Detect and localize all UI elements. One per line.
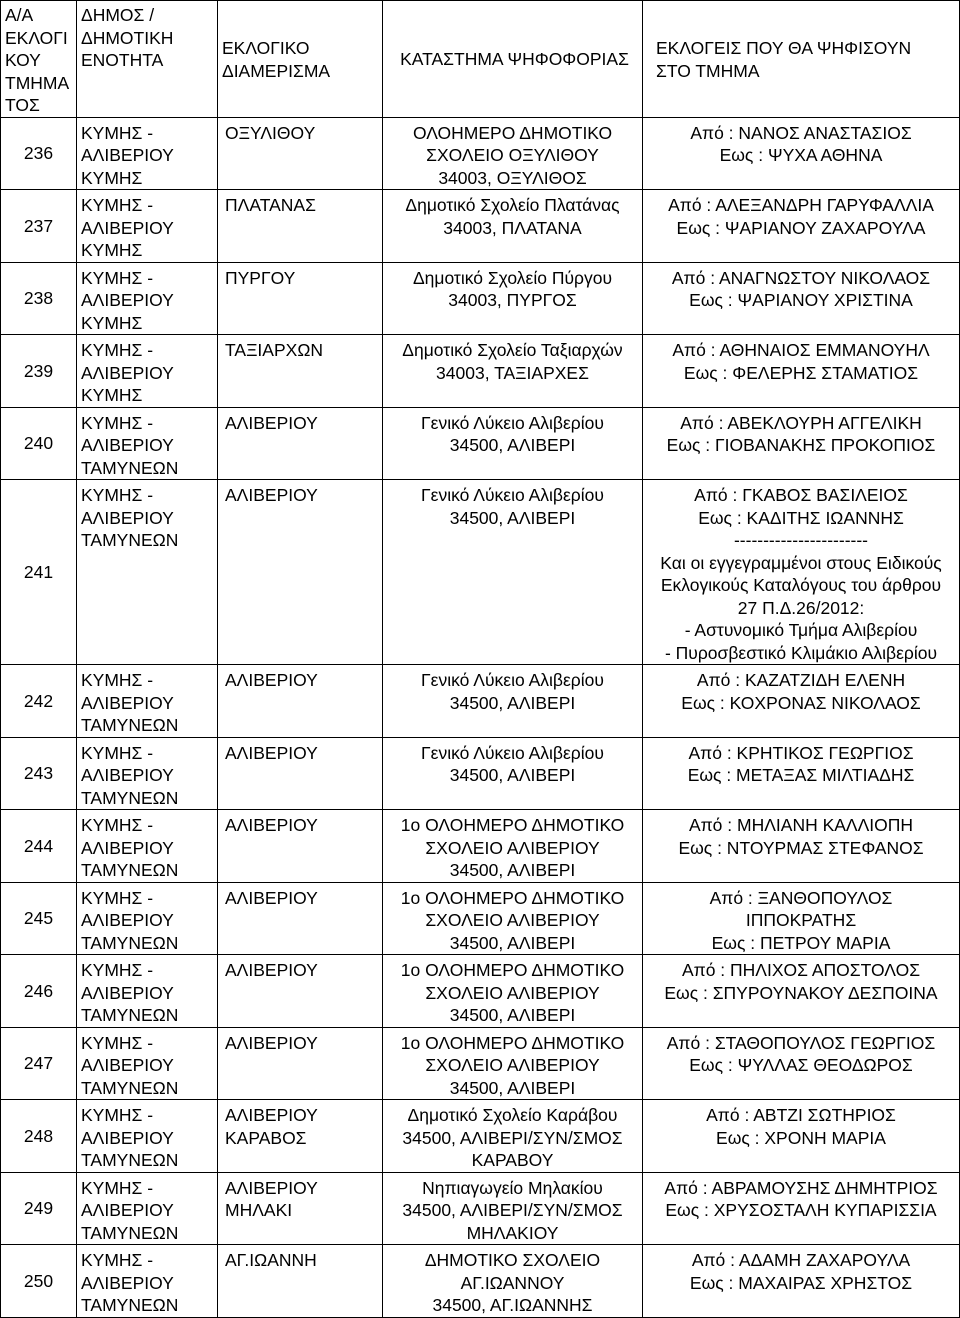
district-cell-line: ΑΛΙΒΕΡΙΟΥ [225, 742, 318, 763]
municipality-cell [77, 190, 218, 263]
table-row [1, 407, 960, 480]
voters-cell [643, 190, 960, 263]
district-cell [218, 190, 383, 263]
venue-cell-line: 34500, ΑΛΙΒΕΡΙ [449, 860, 576, 880]
section-number: 238 [1, 262, 77, 335]
municipality-cell-line: ΚΥΜΗΣ [81, 167, 143, 188]
district-cell-line: ΑΛΙΒΕΡΙΟΥ [225, 1105, 318, 1125]
venue-cell [383, 955, 643, 1028]
district-cell [218, 117, 383, 190]
district-cell-line: ΜΗΛΑΚΙ [225, 1200, 293, 1220]
district-cell-line: ΑΛΙΒΕΡΙΟΥ [225, 412, 318, 433]
header-municipality [77, 1, 218, 118]
district-cell-line: ΑΛΙΒΕΡΙΟΥ [225, 815, 318, 835]
venue-cell-line: Γενικό Λύκειο Αλιβερίου [421, 412, 604, 433]
municipality-cell [77, 1027, 218, 1100]
header-line: ΤΜΗΜΑ [5, 72, 70, 93]
table-row [1, 262, 960, 335]
venue-cell-line: 34500, ΑΛΙΒΕΡΙ/ΣΥΝ/ΣΜΟΣ [402, 1127, 623, 1148]
venue-cell-line: 34500, ΑΛΙΒΕΡΙ [449, 765, 576, 785]
voters-cell-line: ΙΠΠΟΚΡΑΤΗΣ [745, 910, 857, 930]
district-cell [218, 480, 383, 665]
section-number: 248 [1, 1100, 77, 1173]
district-cell-line: ΑΛΙΒΕΡΙΟΥ [225, 960, 318, 980]
venue-cell-line: Γενικό Λύκειο Αλιβερίου [421, 742, 604, 763]
table-row [1, 882, 960, 955]
venue-cell-line: 34500, ΑΛΙΒΕΡΙ/ΣΥΝ/ΣΜΟΣ [402, 1200, 623, 1220]
venue-cell [383, 480, 643, 665]
voters-cell [643, 810, 960, 883]
district-cell-line: ΠΥΡΓΟΥ [225, 267, 296, 288]
district-cell [218, 262, 383, 335]
municipality-cell-line: ΑΛΙΒΕΡΙΟΥ [81, 362, 174, 383]
municipality-cell [77, 737, 218, 810]
municipality-cell-line: ΚΥΜΗΣ - [81, 122, 154, 143]
district-cell-line: ΑΛΙΒΕΡΙΟΥ [225, 670, 318, 690]
venue-cell [383, 1172, 643, 1245]
municipality-cell-line: ΚΥΜΗΣ - [81, 887, 154, 908]
voters-cell-line: - Αστυνομικό Τμήμα Αλιβερίου [684, 620, 918, 640]
municipality-cell [77, 407, 218, 480]
venue-cell [383, 882, 643, 955]
venue-cell-line: ΚΑΡΑΒΟΥ [471, 1150, 554, 1170]
venue-cell [383, 810, 643, 883]
venue-cell-line: 34003, ΠΥΡΓΟΣ [448, 290, 577, 310]
section-number: 245 [1, 882, 77, 955]
voters-cell [643, 955, 960, 1028]
section-number: 249 [1, 1172, 77, 1245]
district-cell [218, 810, 383, 883]
header-line: ΔΗΜΟΤΙΚΗ [81, 27, 174, 48]
table-row [1, 1172, 960, 1245]
venue-cell-line: 34500, ΑΛΙΒΕΡΙ [449, 1005, 576, 1025]
municipality-cell-line: ΤΑΜΥΝΕΩΝ [81, 860, 179, 880]
voters-cell-line: Εως : ΦΕΛΕΡΗΣ ΣΤΑΜΑΤΙΟΣ [683, 362, 919, 383]
venue-cell [383, 1027, 643, 1100]
venue-cell [383, 190, 643, 263]
district-cell [218, 882, 383, 955]
municipality-cell-line: ΑΛΙΒΕΡΙΟΥ [81, 507, 174, 528]
municipality-cell-line: ΤΑΜΥΝΕΩΝ [81, 1222, 179, 1243]
voters-cell [643, 1100, 960, 1173]
district-cell-line: ΑΛΙΒΕΡΙΟΥ [225, 1177, 318, 1198]
venue-cell-line: ΔΗΜΟΤΙΚΟ ΣΧΟΛΕΙΟ [424, 1250, 601, 1270]
municipality-cell-line: ΑΛΙΒΕΡΙΟΥ [81, 910, 174, 930]
header-line: ΕΚΛΟΓΙΚΟ [222, 38, 310, 58]
municipality-cell-line: ΚΥΜΗΣ - [81, 412, 154, 433]
venue-cell [383, 1245, 643, 1318]
table-row [1, 665, 960, 738]
section-number: 236 [1, 117, 77, 190]
voters-cell-line: Από : ΑΘΗΝΑΙΟΣ ΕΜΜΑΝΟΥΗΛ [672, 340, 930, 360]
municipality-cell-line: ΑΛΙΒΕΡΙΟΥ [81, 1272, 174, 1293]
municipality-cell-line: ΑΛΙΒΕΡΙΟΥ [81, 435, 174, 455]
voters-cell [643, 1172, 960, 1245]
municipality-cell-line: ΑΛΙΒΕΡΙΟΥ [81, 837, 174, 858]
section-number: 243 [1, 737, 77, 810]
venue-cell [383, 1100, 643, 1173]
header-district [218, 1, 383, 118]
header-line: ΤΟΣ [5, 95, 40, 115]
section-number: 246 [1, 955, 77, 1028]
municipality-cell [77, 882, 218, 955]
municipality-cell [77, 480, 218, 665]
voters-cell-line: Από : ΑΛΕΞΑΝΔΡΗ ΓΑΡΥΦΑΛΛΙΑ [668, 195, 934, 215]
municipality-cell-line: ΤΑΜΥΝΕΩΝ [81, 1150, 179, 1170]
header-line: ΣΤΟ ΤΜΗΜΑ [656, 60, 760, 81]
section-number: 244 [1, 810, 77, 883]
voters-cell-line: Από : ΝΑΝΟΣ ΑΝΑΣΤΑΣΙΟΣ [690, 122, 912, 143]
voters-cell-line: Εως : ΨΑΡΙΑΝΟΥ ΖΑΧΑΡΟΥΛΑ [676, 217, 926, 238]
header-line: ΕΝΟΤΗΤΑ [81, 50, 164, 70]
venue-cell-line: 1ο ΟΛΟΗΜΕΡΟ ΔΗΜΟΤΙΚΟ [400, 815, 625, 835]
venue-cell-line: Δημοτικό Σχολείο Πύργου [412, 267, 613, 288]
voters-cell-line: 27 Π.Δ.26/2012: [737, 597, 865, 618]
venue-cell [383, 407, 643, 480]
venue-cell [383, 737, 643, 810]
venue-cell [383, 665, 643, 738]
venue-cell-line: Δημοτικό Σχολείο Ταξιαρχών [402, 340, 623, 360]
voters-cell [643, 262, 960, 335]
header-line: ΔΗΜΟΣ / [81, 5, 155, 25]
venue-cell-line: ΣΧΟΛΕΙΟ ΑΛΙΒΕΡΙΟΥ [425, 910, 600, 930]
header-line: ΕΚΛΟΓΕΙΣ ΠΟΥ ΘΑ ΨΗΦΙΣΟΥΝ [656, 38, 912, 58]
voters-cell-line: Εως : ΓΙΟΒΑΝΑΚΗΣ ΠΡΟΚΟΠΙΟΣ [666, 435, 936, 455]
voters-cell-line: Από : ΜΗΛΙΑΝΗ ΚΑΛΛΙΟΠΗ [688, 815, 914, 835]
voters-cell-line: Και οι εγγεγραμμένοι στους Ειδικούς [660, 552, 942, 573]
venue-cell-line: 34500, ΑΛΙΒΕΡΙ [449, 435, 576, 455]
municipality-cell-line: ΤΑΜΥΝΕΩΝ [81, 457, 179, 478]
venue-cell-line: ΣΧΟΛΕΙΟ ΑΛΙΒΕΡΙΟΥ [425, 837, 600, 858]
voters-cell-line: ----------------------- [733, 530, 869, 550]
municipality-cell [77, 117, 218, 190]
municipality-cell-line: ΑΛΙΒΕΡΙΟΥ [81, 982, 174, 1003]
municipality-cell-line: ΑΛΙΒΕΡΙΟΥ [81, 692, 174, 713]
header-voters [643, 1, 960, 118]
table-row [1, 1100, 960, 1173]
venue-cell-line: Νηπιαγωγείο Μηλακίου [422, 1177, 603, 1198]
municipality-cell-line: ΑΛΙΒΕΡΙΟΥ [81, 1127, 174, 1148]
voters-cell-line: Από : ΑΒΤΖΙ ΣΩΤΗΡΙΟΣ [706, 1105, 896, 1125]
venue-cell-line: 34003, ΤΑΞΙΑΡΧΕΣ [436, 362, 589, 383]
municipality-cell-line: ΑΛΙΒΕΡΙΟΥ [81, 1055, 174, 1075]
voters-cell-line: Από : ΑΔΑΜΗ ΖΑΧΑΡΟΥΛΑ [691, 1250, 911, 1270]
venue-cell-line: 34500, ΑΓ.ΙΩΑΝΝΗΣ [432, 1295, 593, 1315]
municipality-cell-line: ΚΥΜΗΣ [81, 240, 143, 260]
table-row [1, 480, 960, 665]
voters-cell-line: - Πυροσβεστικό Κλιμάκιο Αλιβερίου [664, 642, 938, 663]
voters-cell-line: Από : ΞΑΝΘΟΠΟΥΛΟΣ [709, 887, 893, 908]
voters-cell-line: Εως : ΨΥΧΑ ΑΘΗΝΑ [719, 145, 883, 165]
venue-cell-line: 34500, ΑΛΙΒΕΡΙ [449, 1077, 576, 1098]
municipality-cell [77, 1172, 218, 1245]
table-row [1, 117, 960, 190]
voters-cell-line: Εως : ΨΑΡΙΑΝΟΥ ΧΡΙΣΤΙΝΑ [689, 290, 913, 310]
table-row [1, 1027, 960, 1100]
municipality-cell-line: ΚΥΜΗΣ - [81, 815, 154, 835]
municipality-cell-line: ΚΥΜΗΣ - [81, 195, 154, 215]
venue-cell-line: Δημοτικό Σχολείο Πλατάνας [405, 195, 620, 215]
venue-cell [383, 335, 643, 408]
venue-cell-line: Γενικό Λύκειο Αλιβερίου [421, 670, 604, 690]
district-cell-line: ΑΛΙΒΕΡΙΟΥ [225, 1032, 318, 1053]
venue-cell-line: ΟΛΟΗΜΕΡΟ ΔΗΜΟΤΙΚΟ [412, 122, 613, 143]
municipality-cell [77, 955, 218, 1028]
municipality-cell-line: ΑΛΙΒΕΡΙΟΥ [81, 1200, 174, 1220]
voters-cell [643, 480, 960, 665]
district-cell-line: ΑΛΙΒΕΡΙΟΥ [225, 887, 318, 908]
district-cell [218, 737, 383, 810]
municipality-cell-line: ΤΑΜΥΝΕΩΝ [81, 1005, 179, 1025]
voters-cell-line: Εως : ΝΤΟΥΡΜΑΣ ΣΤΕΦΑΝΟΣ [678, 837, 924, 858]
voters-cell [643, 737, 960, 810]
venue-cell [383, 117, 643, 190]
voters-cell [643, 335, 960, 408]
venue-cell-line: ΣΧΟΛΕΙΟ ΟΞΥΛΙΘΟΥ [426, 145, 599, 165]
voters-cell-line: Εως : ΜΑΧΑΙΡΑΣ ΧΡΗΣΤΟΣ [689, 1272, 913, 1293]
voters-cell-line: Από : ΠΗΛΙΧΟΣ ΑΠΟΣΤΟΛΟΣ [681, 960, 921, 980]
voters-cell [643, 665, 960, 738]
table-row [1, 190, 960, 263]
venue-cell [383, 262, 643, 335]
municipality-cell [77, 1245, 218, 1318]
table-row [1, 810, 960, 883]
district-cell-line: ΟΞΥΛΙΘΟΥ [225, 122, 316, 143]
header-line: ΔΙΑΜΕΡΙΣΜΑ [222, 60, 331, 81]
district-cell-line: ΠΛΑΤΑΝΑΣ [225, 195, 316, 215]
venue-cell-line: ΜΗΛΑΚΙΟΥ [466, 1222, 559, 1243]
municipality-cell-line: ΤΑΜΥΝΕΩΝ [81, 787, 179, 808]
district-cell [218, 1172, 383, 1245]
municipality-cell-line: ΚΥΜΗΣ - [81, 670, 154, 690]
voters-cell-line: Εως : ΨΥΛΛΑΣ ΘΕΟΔΩΡΟΣ [689, 1055, 913, 1075]
table-row [1, 335, 960, 408]
voters-cell-line: Εως : ΣΠΥΡΟΥΝΑΚΟΥ ΔΕΣΠΟΙΝΑ [664, 982, 938, 1003]
section-number: 250 [1, 1245, 77, 1318]
venue-cell-line: 1ο ΟΛΟΗΜΕΡΟ ΔΗΜΟΤΙΚΟ [400, 960, 625, 980]
voters-cell-line: Εως : ΜΕΤΑΞΑΣ ΜΙΛΤΙΑΔΗΣ [687, 765, 915, 785]
header-line: ΚΑΤΑΣΤΗΜΑ ΨΗΦΟΦΟΡΙΑΣ [400, 49, 629, 69]
district-cell [218, 1100, 383, 1173]
header-line: ΚΟΥ [5, 50, 41, 70]
header-line: ΕΚΛΟΓΙ [5, 27, 68, 48]
voters-cell [643, 1027, 960, 1100]
municipality-cell-line: ΚΥΜΗΣ - [81, 1177, 154, 1198]
voters-cell-line: Από : ΚΑΖΑΤΖΙΔΗ ΕΛΕΝΗ [696, 670, 906, 690]
voters-cell-line: Από : ΑΝΑΓΝΩΣΤΟΥ ΝΙΚΟΛΑΟΣ [671, 267, 931, 288]
municipality-cell-line: ΚΥΜΗΣ - [81, 742, 154, 763]
municipality-cell-line: ΚΥΜΗΣ - [81, 1250, 154, 1270]
voters-cell [643, 882, 960, 955]
district-cell-line: ΤΑΞΙΑΡΧΩΝ [225, 340, 324, 360]
district-cell [218, 955, 383, 1028]
venue-cell-line: ΣΧΟΛΕΙΟ ΑΛΙΒΕΡΙΟΥ [425, 1055, 600, 1075]
voters-cell [643, 407, 960, 480]
district-cell [218, 1027, 383, 1100]
table-row [1, 1245, 960, 1318]
section-number: 239 [1, 335, 77, 408]
venue-cell-line: ΣΧΟΛΕΙΟ ΑΛΙΒΕΡΙΟΥ [425, 982, 600, 1003]
voters-cell-line: Από : ΚΡΗΤΙΚΟΣ ΓΕΩΡΓΙΟΣ [688, 742, 914, 763]
venue-cell-line: 34003, ΟΞΥΛΙΘΟΣ [438, 167, 587, 188]
section-number: 247 [1, 1027, 77, 1100]
municipality-cell-line: ΚΥΜΗΣ [81, 312, 143, 333]
district-cell-line: ΑΓ.ΙΩΑΝΝΗ [225, 1250, 317, 1270]
municipality-cell [77, 665, 218, 738]
header-venue [383, 1, 643, 118]
voters-cell-line: Από : ΣΤΑΘΟΠΟΥΛΟΣ ΓΕΩΡΓΙΟΣ [666, 1032, 936, 1053]
voters-cell-line: Από : ΓΚΑΒΟΣ ΒΑΣΙΛΕΙΟΣ [694, 485, 908, 505]
header-row [1, 1, 960, 118]
venue-cell-line: Γενικό Λύκειο Αλιβερίου [421, 485, 604, 505]
municipality-cell-line: ΤΑΜΥΝΕΩΝ [81, 1077, 179, 1098]
section-number: 241 [1, 480, 77, 665]
district-cell [218, 407, 383, 480]
voters-cell-line: Εως : ΚΟΧΡΟΝΑΣ ΝΙΚΟΛΑΟΣ [681, 692, 921, 713]
district-cell-line: ΑΛΙΒΕΡΙΟΥ [225, 485, 318, 505]
municipality-cell-line: ΑΛΙΒΕΡΙΟΥ [81, 765, 174, 785]
header-number [1, 1, 77, 118]
voters-cell-line: Από : ΑΒΡΑΜΟΥΣΗΣ ΔΗΜΗΤΡΙΟΣ [664, 1177, 938, 1198]
municipality-cell-line: ΚΥΜΗΣ - [81, 267, 154, 288]
district-cell-line: ΚΑΡΑΒΟΣ [225, 1127, 307, 1148]
municipality-cell-line: ΚΥΜΗΣ - [81, 1105, 154, 1125]
voters-cell-line: Εκλογικούς Καταλόγους του άρθρου [660, 575, 942, 595]
section-number: 242 [1, 665, 77, 738]
municipality-cell-line: ΤΑΜΥΝΕΩΝ [81, 932, 179, 953]
voters-cell [643, 117, 960, 190]
section-number: 237 [1, 190, 77, 263]
municipality-cell-line: ΚΥΜΗΣ [81, 385, 143, 405]
venue-cell-line: 1ο ΟΛΟΗΜΕΡΟ ΔΗΜΟΤΙΚΟ [400, 1032, 625, 1053]
table-row [1, 737, 960, 810]
venue-cell-line: 34500, ΑΛΙΒΕΡΙ [449, 932, 576, 953]
district-cell [218, 335, 383, 408]
municipality-cell-line: ΑΛΙΒΕΡΙΟΥ [81, 145, 174, 165]
section-number: 240 [1, 407, 77, 480]
municipality-cell-line: ΚΥΜΗΣ - [81, 485, 154, 505]
venue-cell-line: Δημοτικό Σχολείο Καράβου [407, 1105, 618, 1125]
municipality-cell [77, 262, 218, 335]
municipality-cell-line: ΑΛΙΒΕΡΙΟΥ [81, 217, 174, 238]
venue-cell-line: 34500, ΑΛΙΒΕΡΙ [449, 507, 576, 528]
municipality-cell-line: ΚΥΜΗΣ - [81, 960, 154, 980]
voters-cell-line: Εως : ΧΡΥΣΟΣΤΑΛΗ ΚΥΠΑΡΙΣΣΙΑ [665, 1200, 937, 1220]
header-line: Α/Α [5, 5, 34, 25]
municipality-cell [77, 1100, 218, 1173]
municipality-cell-line: ΚΥΜΗΣ - [81, 340, 154, 360]
municipality-cell-line: ΤΑΜΥΝΕΩΝ [81, 530, 179, 550]
voters-cell [643, 1245, 960, 1318]
venue-cell-line: 1ο ΟΛΟΗΜΕΡΟ ΔΗΜΟΤΙΚΟ [400, 887, 625, 908]
venue-cell-line: ΑΓ.ΙΩΑΝΝΟΥ [460, 1272, 565, 1293]
voters-cell-line: Εως : ΠΕΤΡΟΥ ΜΑΡΙΑ [711, 932, 891, 953]
voters-cell-line: Εως : ΧΡΟΝΗ ΜΑΡΙΑ [716, 1127, 886, 1148]
municipality-cell [77, 335, 218, 408]
venue-cell-line: 34500, ΑΛΙΒΕΡΙ [449, 692, 576, 713]
voters-cell-line: Από : ΑΒΕΚΛΟΥΡΗ ΑΓΓΕΛΙΚΗ [680, 412, 922, 433]
municipality-cell-line: ΤΑΜΥΝΕΩΝ [81, 1295, 179, 1315]
municipality-cell-line: ΑΛΙΒΕΡΙΟΥ [81, 290, 174, 310]
municipality-cell-line: ΚΥΜΗΣ - [81, 1032, 154, 1053]
district-cell [218, 1245, 383, 1318]
table-row [1, 955, 960, 1028]
venue-cell-line: 34003, ΠΛΑΤΑΝΑ [443, 217, 582, 238]
municipality-cell-line: ΤΑΜΥΝΕΩΝ [81, 715, 179, 735]
municipality-cell [77, 810, 218, 883]
voters-cell-line: Εως : ΚΑΔΙΤΗΣ ΙΩΑΝΝΗΣ [698, 507, 904, 528]
district-cell [218, 665, 383, 738]
